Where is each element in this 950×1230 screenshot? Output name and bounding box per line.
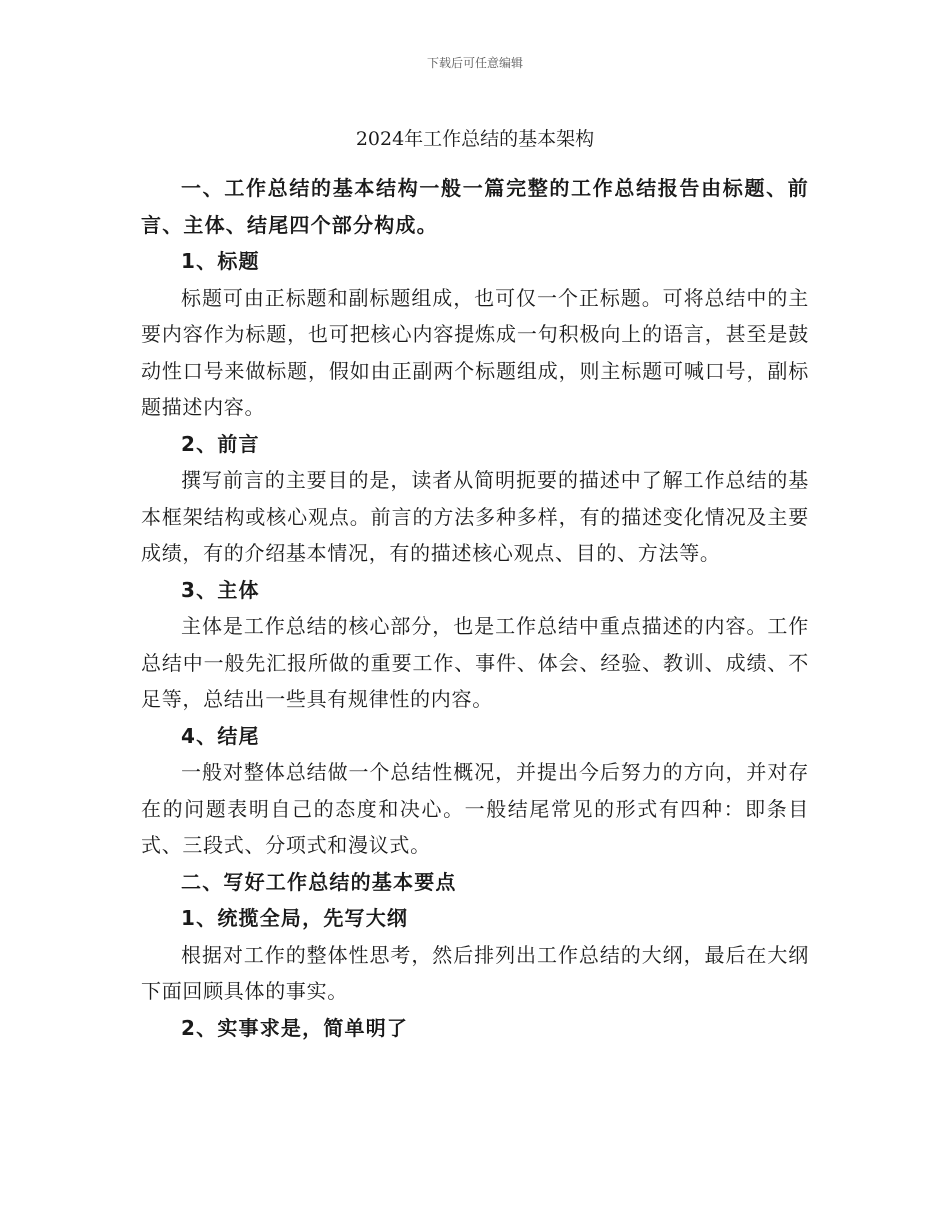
item-4-paragraph: 一般对整体总结做一个总结性概况，并提出今后努力的方向，并对存在的问题表明自己的态度和决心。一般结尾常见的形式有四种：即条目式、三段式、分项式和漫议式。 xyxy=(141,760,809,857)
item-3-paragraph: 主体是工作总结的核心部分，也是工作总结中重点描述的内容。工作总结中一般先汇报所做的重要工作、事件、体会、经验、教训、成绩、不足等，总结出一些具有规律性的内容。 xyxy=(141,614,809,711)
item-2-paragraph: 撰写前言的主要目的是，读者从简明扼要的描述中了解工作总结的基本框架结构或核心观点。前言的方法多种多样，有的描述变化情况及主要成绩，有的介绍基本情况，有的描述核心观点、目的、方法等。 xyxy=(141,468,809,565)
document-title: 2024年工作总结的基本架构 xyxy=(355,128,595,150)
item-1-heading: 1、标题 xyxy=(181,249,260,273)
section-1-heading: 一、工作总结的基本结构一般一篇完整的工作总结报告由标题、前言、主体、结尾四个部分构成。 xyxy=(141,176,809,237)
page-header-note: 下载后可任意编辑 xyxy=(426,56,523,70)
point-1-heading: 1、统揽全局，先写大纲 xyxy=(181,906,409,930)
point-1-paragraph: 根据对工作的整体性思考，然后排列出工作总结的大纲，最后在大纲下面回顾具体的事实。 xyxy=(141,942,809,1003)
item-3-heading: 3、主体 xyxy=(181,577,260,602)
item-1-paragraph: 标题可由正标题和副标题组成，也可仅一个正标题。可将总结中的主要内容作为标题，也可把核心内容提炼成一句积极向上的语言，甚至是鼓动性口号来做标题，假如由正副两个标题组成，则主标题可喊口号，副标题描述内容。 xyxy=(141,285,809,419)
point-2-heading: 2、实事求是，简单明了 xyxy=(181,1015,409,1040)
section-2-heading: 二、写好工作总结的基本要点 xyxy=(181,869,457,894)
item-2-heading: 2、前言 xyxy=(181,431,260,456)
document-body xyxy=(141,170,809,1046)
item-4-heading: 4、结尾 xyxy=(181,723,260,748)
